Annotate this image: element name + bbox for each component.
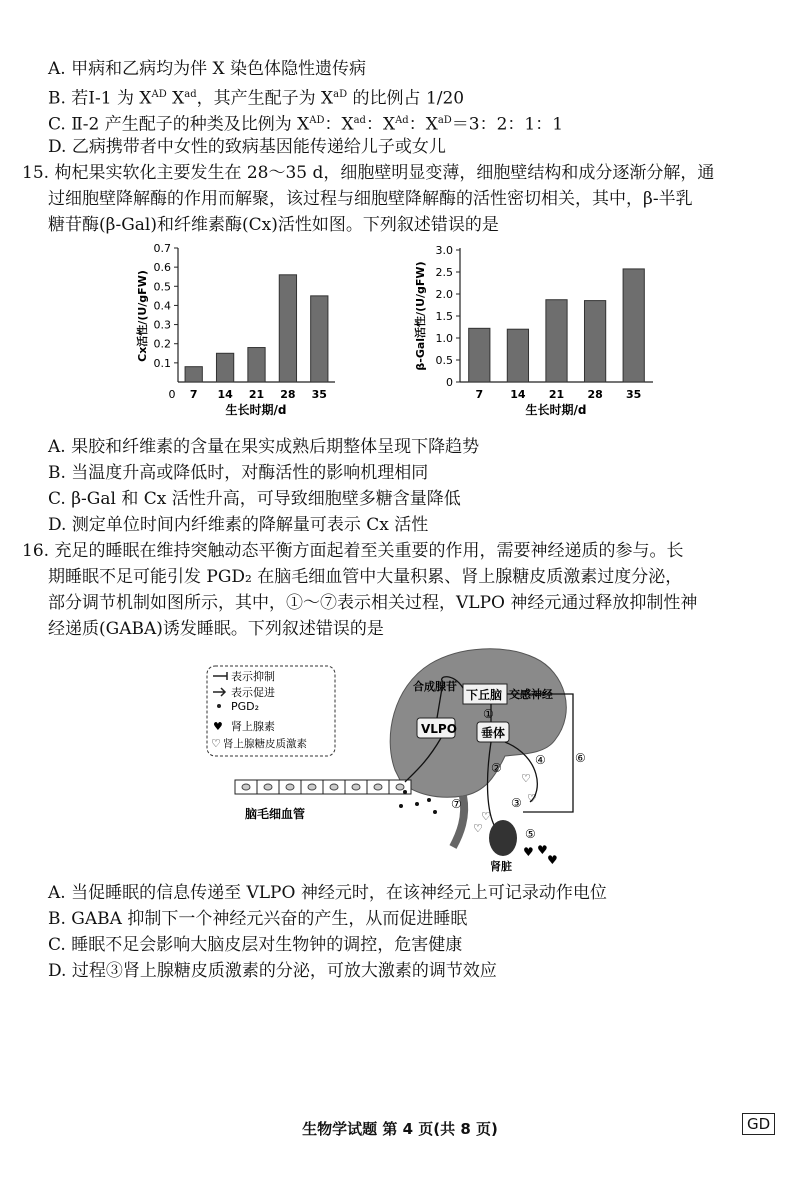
label-vlpo: VLPO <box>421 722 457 736</box>
step-1: ① <box>483 707 494 721</box>
cx-x-title: 生长时期/d <box>225 403 287 417</box>
y-tick-label: 0.5 <box>153 280 171 294</box>
step-6: ⑥ <box>575 751 586 765</box>
cx-origin-label: 0 <box>168 388 176 401</box>
sleep-regulation-diagram <box>205 642 615 877</box>
q16-option-d: D. 过程③肾上腺糖皮质激素的分泌，可放大激素的调节效应 <box>48 961 497 981</box>
bgal-y-title: β-Gal活性/(U/gFW) <box>414 261 427 371</box>
q14-option-b: B. 若Ⅰ-1 为 $X^{AD}$ $X^{ad}$，其产生配子为 $X^{aD}$ 的比例占 1/20 <box>48 88 465 109</box>
heart-solid-icon: ♥ <box>213 720 223 733</box>
q16-option-a: A. 当促睡眠的信息传递至 VLPO 神经元时，在该神经元上可记录动作电位 <box>48 883 607 903</box>
heart-outline-icon: ♡ <box>211 737 221 750</box>
y-tick-label: 0 <box>446 376 453 389</box>
svg-text:♥: ♥ <box>547 853 558 867</box>
svg-text:♡: ♡ <box>473 822 483 835</box>
q14-option-c: C. Ⅱ-2 产生配子的种类及比例为 $X^{AD}$：$X^{ad}$：$X^{Ad}$：$X^{aD}=3$：2：1：1 <box>48 114 564 135</box>
svg-text:♥: ♥ <box>537 843 548 857</box>
y-tick-label: 0.7 <box>153 242 171 255</box>
bar-35 <box>311 296 328 382</box>
q15-stem-line-2: 过细胞壁降解酶的作用而解聚，该过程与细胞壁降解酶的活性密切相关，其中，β-半乳 <box>48 189 693 209</box>
cx-activity-chart <box>130 236 350 426</box>
x-tick-label: 35 <box>626 388 642 401</box>
bar-7 <box>185 367 202 382</box>
x-tick-label: 28 <box>587 388 603 401</box>
q15-option-c: C. β-Gal 和 Cx 活性升高，可导致细胞壁多糖含量降低 <box>48 489 461 509</box>
y-tick-label: 0.2 <box>153 337 171 351</box>
label-sympathetic: 交感神经 <box>509 688 553 701</box>
bar-21 <box>546 300 567 382</box>
step-5: ⑤ <box>525 827 536 841</box>
q15-stem-line-1: 15. 枸杞果实软化主要发生在 28～35 d，细胞壁明显变薄，细胞壁结构和成分逐渐分解，通 <box>22 163 715 183</box>
q16-stem-line-1: 16. 充足的睡眠在维持突触动态平衡方面起着至关重要的作用，需要神经递质的参与。长 <box>22 541 684 561</box>
label-hypothalamus: 下丘脑 <box>466 688 503 702</box>
q16-option-c: C. 睡眠不足会影响大脑皮层对生物钟的调控，危害健康 <box>48 935 463 955</box>
svg-text:♡: ♡ <box>481 810 491 823</box>
q15-option-a: A. 果胶和纤维素的含量在果实成熟后期整体呈现下降趋势 <box>48 437 480 457</box>
x-tick-label: 28 <box>280 388 296 401</box>
legend-inhibit: 表示抑制 <box>231 670 275 683</box>
step-2: ② <box>491 761 502 775</box>
y-tick-label: 1.5 <box>435 310 453 323</box>
q16-stem-line-3: 部分调节机制如图所示，其中，①～⑦表示相关过程，VLPO 神经元通过释放抑制性神 <box>48 593 698 613</box>
svg-text:♥: ♥ <box>523 845 534 859</box>
q15-option-b: B. 当温度升高或降低时，对酶活性的影响机理相同 <box>48 463 429 483</box>
y-tick-label: 2.5 <box>435 266 453 279</box>
y-tick-label: 0.6 <box>153 261 171 275</box>
label-synth-adenosine: 合成腺苷 <box>413 680 457 693</box>
legend-adrenaline: 肾上腺素 <box>231 720 275 733</box>
q16-option-b: B. GABA 抑制下一个神经元兴奋的产生，从而促进睡眠 <box>48 909 468 929</box>
legend-promote: 表示促进 <box>231 686 275 699</box>
q14-option-a: A. 甲病和乙病均为伴 X 染色体隐性遗传病 <box>48 59 366 79</box>
svg-text:♡: ♡ <box>527 792 537 805</box>
x-tick-label: 14 <box>217 388 233 401</box>
y-tick-label: 1.0 <box>435 332 453 345</box>
y-tick-label: 0.4 <box>153 299 171 313</box>
y-tick-label: 2.0 <box>435 288 453 301</box>
cx-y-title: Cx活性/(U/gFW) <box>136 270 149 362</box>
legend-glucocorticoid: 肾上腺糖皮质激素 <box>223 738 307 750</box>
q16-stem-line-2: 期睡眠不足可能引发 PGD₂ 在脑毛细血管中大量积累、肾上腺糖皮质激素过度分泌， <box>48 567 683 587</box>
region-badge: GD <box>742 1113 775 1135</box>
q15-stem-line-3: 糖苷酶(β-Gal)和纤维素酶(Cx)活性如图。下列叙述错误的是 <box>48 215 499 235</box>
kidney-shape <box>489 820 517 856</box>
y-tick-label: 0.5 <box>435 354 453 367</box>
bgal-activity-chart <box>408 236 668 426</box>
pgd2-dot-icon <box>217 704 221 708</box>
step-3: ③ <box>511 796 522 810</box>
label-kidney: 肾脏 <box>490 860 512 873</box>
label-pituitary: 垂体 <box>481 726 506 740</box>
svg-text:♡: ♡ <box>521 772 531 785</box>
x-tick-label: 21 <box>548 388 565 401</box>
bar-28 <box>584 301 605 382</box>
y-tick-label: 3.0 <box>435 244 453 257</box>
x-tick-label: 14 <box>510 388 526 401</box>
page-footer: 生物学试题 第 4 页(共 8 页) <box>302 1120 498 1138</box>
step-7: ⑦ <box>451 797 462 811</box>
bar-14 <box>216 353 233 382</box>
x-tick-label: 7 <box>475 388 484 401</box>
bar-28 <box>279 275 296 382</box>
bar-21 <box>248 348 265 382</box>
bar-14 <box>507 329 528 382</box>
step-4: ④ <box>535 753 546 767</box>
bar-7 <box>469 328 490 382</box>
label-capillary: 脑毛细血管 <box>245 807 306 821</box>
y-tick-label: 0.1 <box>153 356 171 370</box>
bgal-x-title: 生长时期/d <box>525 403 587 417</box>
x-tick-label: 7 <box>189 388 198 401</box>
x-tick-label: 21 <box>248 388 265 401</box>
bar-35 <box>623 269 644 382</box>
y-tick-label: 0.3 <box>153 318 171 332</box>
legend-pgd2: PGD₂ <box>231 700 260 713</box>
x-tick-label: 35 <box>311 388 327 401</box>
q14-option-d: D. 乙病携带者中女性的致病基因能传递给儿子或女儿 <box>48 137 446 157</box>
q15-option-d: D. 测定单位时间内纤维素的降解量可表示 Cx 活性 <box>48 515 429 535</box>
q16-stem-line-4: 经递质(GABA)诱发睡眠。下列叙述错误的是 <box>48 619 384 639</box>
